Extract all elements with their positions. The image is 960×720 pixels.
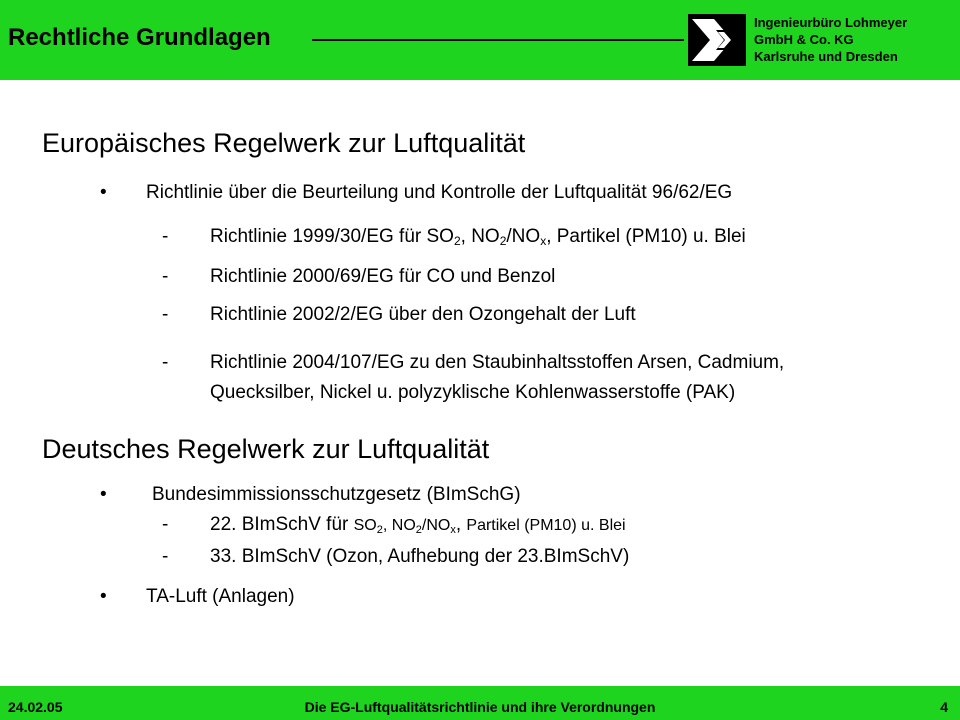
footer-title: Die EG-Luftqualitätsrichtlinie und ihre Verordnungen (304, 699, 656, 715)
dash-text-2002: Richtlinie 2002/2/EG über den Ozongehalt der Luft (210, 304, 636, 325)
dash-icon: - (162, 514, 169, 535)
page-title: Rechtliche Grundlagen (8, 24, 271, 51)
dash-icon: - (162, 546, 169, 567)
dash-text-2000: Richtlinie 2000/69/EG für CO und Benzol (210, 266, 556, 287)
dash-text-33-bimschv: 33. BImSchV (Ozon, Aufhebung der 23.BImSchV) (210, 546, 630, 567)
company-name (754, 14, 907, 65)
header-bar (0, 0, 960, 80)
dash-icon: - (162, 266, 169, 287)
company-logo-icon (688, 14, 746, 66)
footer-bar (0, 686, 960, 720)
bullet-icon: • (100, 484, 107, 505)
company-line: Karlsruhe und Dresden (754, 49, 898, 64)
bullet-text: Richtlinie über die Beurteilung und Kontrolle der Luftqualität 96/62/EG (146, 182, 733, 203)
bullet-icon: • (100, 182, 107, 203)
bullet-text-bimschg: Bundesimmissionsschutzgesetz (BImSchG) (152, 484, 521, 505)
dash-icon: - (162, 304, 169, 325)
dash-text-2004-line1: Richtlinie 2004/107/EG zu den Staubinhaltsstoffen Arsen, Cadmium, (210, 352, 785, 373)
footer-date: 24.02.05 (8, 699, 63, 715)
dash-text-2004-line2: Quecksilber, Nickel u. polyzyklische Kohlenwasserstoffe (PAK) (210, 382, 736, 403)
bullet-text-ta-luft: TA-Luft (Anlagen) (146, 586, 295, 607)
company-line: GmbH & Co. KG (754, 32, 854, 47)
dash-icon: - (162, 226, 169, 247)
dash-text-1999: Richtlinie 1999/30/EG für $SO_2$, $NO_2/NO_x$, Partikel (PM10) u. Blei (210, 226, 746, 248)
page-number: 4 (940, 699, 948, 715)
bullet-icon: • (100, 586, 107, 607)
section-title-eu: Europäisches Regelwerk zur Luftqualität (42, 128, 526, 158)
section-title-de: Deutsches Regelwerk zur Luftqualität (42, 434, 490, 464)
company-line: Ingenieurbüro Lohmeyer (754, 15, 908, 30)
dash-icon: - (162, 352, 169, 373)
dash-text-22-bimschv: 22. BImSchV für $SO_2$, $NO_2/NO_x$, Partikel (PM10) u. Blei (210, 514, 626, 536)
header-divider (312, 39, 684, 41)
